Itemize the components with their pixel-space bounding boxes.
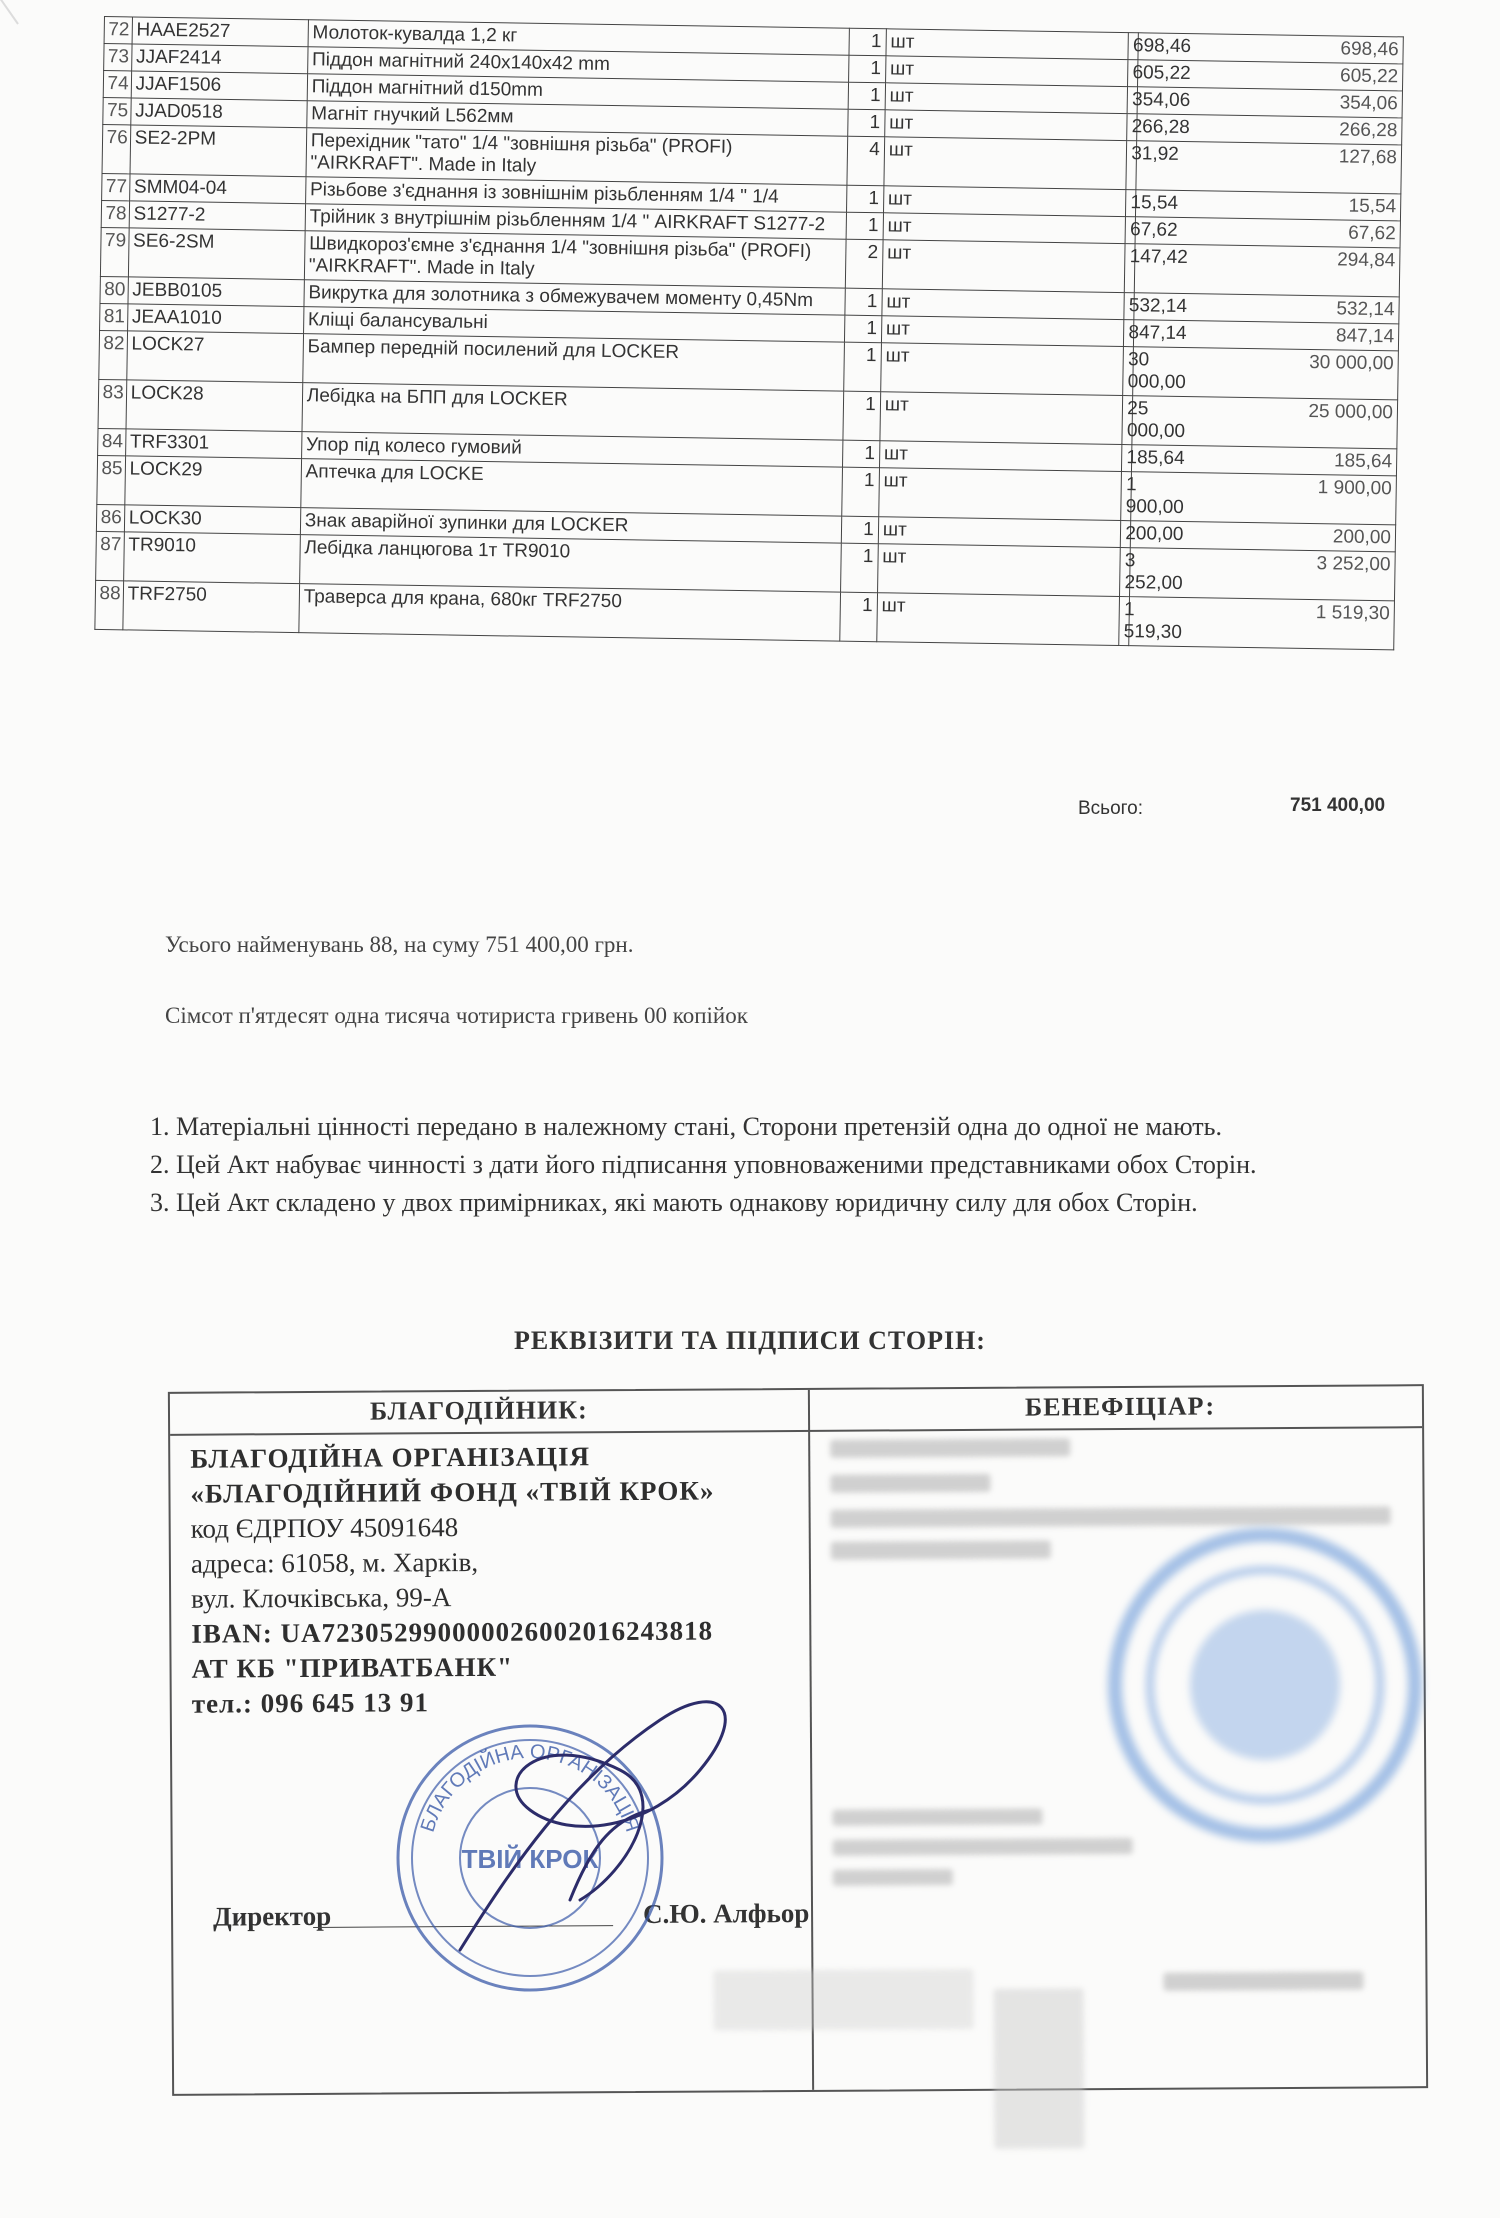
donor-org-line1: БЛАГОДІЙНА ОРГАНІЗАЦІЯ [190,1441,591,1474]
item-price: 67,62 [1125,217,1135,244]
item-quantity: 1 [842,467,879,517]
item-price: 1 900,00 [1121,472,1132,521]
item-name: Трійник з внутрішнім різьбленням 1/4 " AIRKRAFT S1277-2 [305,204,847,240]
item-quantity: 1 [844,342,881,392]
item-unit: шт [883,186,1126,217]
item-name: Знак аварійної зупинки для LOCKER [300,508,842,544]
item-name: Перехідник "тато" 1/4 "зовнішня різьба" (PROFI) "AIRKRAFT". Made in Italy [306,128,848,185]
item-price: 15,54 [1126,190,1136,217]
requisites-title: РЕКВІЗИТИ ТА ПІДПИСИ СТОРІН: [514,1326,986,1355]
item-price: 532,14 [1124,293,1134,320]
item-name: Лебідка ланцюгова 1т TR9010 [299,535,841,592]
row-number: 79 [100,227,128,276]
item-name: Аптечка для LOCKE [301,459,843,516]
donor-address-2: вул. Клочківська, 99-А [191,1582,452,1614]
row-number: 72 [104,17,132,44]
item-name: Бампер передній посилений для LOCKER [303,334,845,391]
item-sum: 1 900,00 [1131,472,1396,525]
row-number: 75 [103,97,131,124]
row-number: 84 [98,428,126,455]
item-code: LOCK28 [126,380,303,432]
item-price: 847,14 [1124,320,1134,347]
item-name: Кліщі балансувальні [303,307,845,343]
clauses [150,1108,1415,1222]
donor-phone: тел.: 096 645 13 91 [191,1687,429,1719]
item-sum: 532,14 [1134,293,1399,324]
item-quantity: 1 [842,516,879,544]
row-number: 87 [96,531,124,580]
item-unit: шт [880,392,1123,445]
item-unit: шт [885,56,1128,87]
item-price: 200,00 [1121,521,1131,548]
item-sum: 67,62 [1135,217,1400,248]
redacted-beneficiary-line-5 [832,1809,1042,1826]
row-number: 82 [99,330,127,379]
item-quantity: 1 [846,212,883,240]
beneficiary-header: БЕНЕФІЦІАР: [1024,1391,1216,1422]
header-divider [170,1426,1422,1436]
item-price: 3 252,00 [1120,548,1131,597]
item-unit: шт [879,441,1122,472]
row-number: 80 [100,276,128,303]
redacted-signature-stroke-2 [994,1988,1085,2149]
item-unit: шт [879,468,1122,521]
item-code: JJAF2414 [131,44,307,74]
item-name: Упор під колесо гумовий [301,432,843,468]
item-sum: 25 000,00 [1132,396,1397,449]
item-price: 1 519,30 [1119,597,1130,646]
item-unit: шт [884,110,1127,141]
beneficiary-stamp-redacted [1100,1520,1430,1850]
row-number: 77 [102,173,130,200]
item-name: Лебідка на БПП для LOCKER [302,383,844,440]
row-number: 81 [100,303,128,330]
item-quantity: 1 [843,391,880,441]
item-code: SE6-2SM [128,228,305,280]
row-number: 88 [95,580,123,629]
redacted-beneficiary-line-1 [830,1438,1070,1457]
redacted-beneficiary-line-6 [833,1838,1133,1856]
row-number: 78 [101,200,129,227]
scan-corner-mark [0,0,43,25]
item-name: Викрутка для золотника з обмежувачем моменту 0,45Nm [304,280,846,316]
item-code: S1277-2 [129,201,305,231]
item-unit: шт [886,29,1129,60]
item-unit: шт [877,544,1120,597]
item-sum: 200,00 [1131,521,1396,552]
item-quantity: 1 [847,185,884,213]
director-name: С.Ю. Алфьор [642,1897,810,1929]
item-quantity: 1 [845,315,882,343]
item-quantity: 1 [845,288,882,316]
clause-3: 3. Цей Акт складено у двох примірниках, які мають однакову юридичну силу для обох Сторін. [150,1188,1198,1217]
stamp-arc-text: БЛАГОДІЙНА ОРГАНІЗАЦІЯ [416,1740,644,1835]
item-price: 25 000,00 [1122,396,1133,445]
item-name: Піддон магнітний 240х140х42 mm [307,47,849,83]
item-quantity: 1 [841,543,878,593]
row-number: 83 [98,379,126,428]
item-unit: шт [883,213,1126,244]
item-code: SMM04-04 [129,174,305,204]
item-sum: 30 000,00 [1133,347,1398,400]
item-code: HAAE2527 [132,17,308,47]
item-unit: шт [880,343,1123,396]
item-quantity: 1 [840,592,877,642]
donor-bank: АТ КБ "ПРИВАТБАНК" [191,1651,514,1684]
item-price: 605,22 [1128,60,1138,87]
item-quantity: 1 [849,55,886,83]
item-sum: 185,64 [1132,445,1397,476]
item-unit: шт [877,593,1120,646]
row-number: 85 [97,455,125,504]
clause-2: 2. Цей Акт набуває чинності з дати його підписання уповноваженими представниками обох Сторін. [150,1150,1257,1179]
item-unit: шт [885,83,1128,114]
item-name: Різьбове з'єднання із зовнішнім різьбленням 1/4 " 1/4 [305,177,847,213]
stamp-center-text: ТВІЙ КРОК [461,1844,599,1874]
row-number: 73 [104,44,132,71]
item-quantity: 1 [849,28,886,56]
item-code: LOCK29 [124,456,301,508]
total-value: 751 400,00 [1290,795,1386,816]
item-name: Швидкороз'ємне з'єднання 1/4 "зовнішня різьба" (PROFI) "AIRKRAFT". Made in Italy [304,231,846,288]
donor-edrpou: код ЄДРПОУ 45091648 [190,1512,459,1544]
item-name: Молоток-кувалда 1,2 кг [308,20,850,56]
items-table [94,16,1403,650]
item-code: JEAA1010 [127,304,303,334]
redacted-beneficiary-signature [1163,1972,1363,1991]
item-sum: 294,84 [1135,244,1400,297]
item-quantity: 2 [846,239,883,289]
item-unit: шт [884,137,1127,190]
item-quantity: 1 [848,109,885,137]
item-quantity: 1 [848,82,885,110]
item-code: JJAD0518 [130,98,306,128]
item-name: Піддон магнітний d150mm [307,74,849,110]
clause-1: 1. Матеріальні цінності передано в належному стані, Сторони претензій одна до одної не мають. [150,1112,1223,1141]
summary-amount-in-words: Сімсот п'ятдесят одна тисяча чотириста гривень 00 копійок [165,1003,748,1028]
item-price: 698,46 [1128,33,1138,60]
item-unit: шт [881,316,1124,347]
item-price: 185,64 [1122,445,1132,472]
item-unit: шт [882,289,1125,320]
item-sum: 605,22 [1138,60,1403,91]
item-price: 147,42 [1125,244,1136,293]
item-code: JJAF1506 [131,71,307,101]
item-sum: 127,68 [1136,141,1401,194]
item-code: TRF2750 [123,581,300,633]
item-code: JEBB0105 [128,277,304,307]
director-signature [420,1650,780,1990]
total-label: Всього: [1078,798,1143,819]
item-sum: 698,46 [1138,33,1403,64]
donor-header: БЛАГОДІЙНИК: [369,1395,588,1426]
director-label: Директор [212,1900,332,1932]
item-unit: шт [878,517,1121,548]
item-quantity: 1 [843,440,880,468]
row-number: 86 [96,504,124,531]
item-code: TRF3301 [125,429,301,459]
item-sum: 266,28 [1137,114,1402,145]
row-number: 76 [102,124,130,173]
item-sum: 847,14 [1134,320,1399,351]
item-name: Траверса для крана, 680кг TRF2750 [299,584,841,641]
item-price: 354,06 [1127,87,1137,114]
item-price: 30 000,00 [1123,347,1134,396]
redacted-beneficiary-line-2 [830,1474,990,1493]
item-sum: 3 252,00 [1130,548,1395,601]
item-price: 266,28 [1127,114,1137,141]
item-code: SE2-2PM [130,125,307,177]
row-number: 74 [103,71,131,98]
item-code: TR9010 [123,532,300,584]
item-sum: 1 519,30 [1129,597,1394,650]
donor-address-1: адреса: 61058, м. Харків, [190,1546,479,1579]
item-code: LOCK30 [124,505,300,535]
item-name: Магніт гнучкий L562мм [307,101,849,137]
item-code: LOCK27 [126,331,303,383]
redacted-beneficiary-line-7 [833,1869,953,1886]
item-sum: 15,54 [1136,190,1401,221]
donor-org-line2: «БЛАГОДІЙНИЙ ФОНД «ТВІЙ КРОК» [190,1475,715,1509]
item-sum: 354,06 [1137,87,1402,118]
item-quantity: 4 [847,136,884,186]
item-unit: шт [882,240,1125,293]
donor-iban: IBAN: UA723052990000026002016243818 [191,1615,714,1649]
summary-count-line: Усього найменувань 88, на суму 751 400,00 грн. [165,932,634,957]
redacted-beneficiary-line-4 [831,1540,1051,1559]
item-price: 31,92 [1126,141,1137,190]
